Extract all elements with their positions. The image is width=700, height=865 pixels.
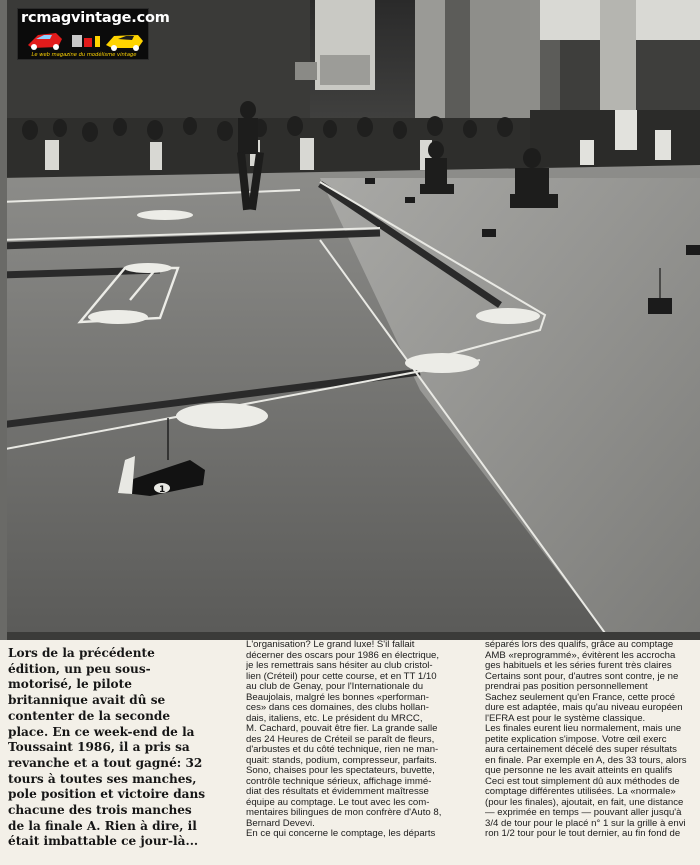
- body-line: Bernard Devevi.: [246, 818, 315, 829]
- body-line: En ce qui concerne le comptage, les départs: [246, 829, 436, 839]
- body-line: ron 1/2 tour pour le tout dernier, au fin fond de: [485, 829, 681, 839]
- body-line: séparés lors des qualifs, grâce au comptage: [485, 640, 674, 650]
- body-line: — exprimée en temps — pouvant aller jusqu'à: [485, 808, 682, 818]
- body-line: d'arbustes et du côté technique, rien ne man-: [246, 745, 439, 755]
- body-line: L'organisation? Le grand luxe! S'il fallait: [246, 640, 415, 650]
- lead-line: contenter de la seconde: [8, 708, 171, 723]
- body-line: Sono, chaises pour les spectateurs, buvette,: [246, 766, 435, 776]
- body-line: en finale. Par exemple en A, des 33 tours, alors: [485, 755, 687, 766]
- body-line: 3/4 de tour pour le placé n° 1 sur la grille à envi: [485, 818, 686, 829]
- body-line: que personne ne les avait atteints en qualifs: [485, 766, 673, 776]
- article-column-3: [485, 640, 700, 840]
- body-line: équipe au comptage. Le tout avec les com-: [246, 797, 430, 808]
- body-line: ges habituels et les séries furent très claires: [485, 661, 672, 671]
- body-line: des 24 Heures de Créteil se paraît de fleurs,: [246, 734, 435, 745]
- body-line: dure est adaptée, mais qu'au niveau européen: [485, 703, 683, 713]
- body-line: comptage différentes utilisées. La «normale»: [485, 787, 676, 797]
- body-line: prendrai pas position personnellement: [485, 682, 648, 692]
- body-line: lien (Créteil) pour cette course, et en TT 1/10: [246, 671, 437, 682]
- lead-line: place. En ce week-end de la: [8, 724, 195, 739]
- lead-line: revanche et a tout gagné: 32: [8, 755, 203, 770]
- body-line: quait: stands, podium, compresseur, parfaits.: [246, 755, 437, 766]
- lead-line: Lors de la précédente: [8, 646, 155, 660]
- body-line: décerner des oscars pour 1986 en électrique,: [246, 650, 440, 661]
- lead-line: chacune des trois manches: [8, 803, 192, 818]
- body-line: dais, italiens, etc. Le président du MRCC,: [246, 713, 423, 724]
- body-line: Sachez seulement qu'en France, cette procé: [485, 692, 676, 703]
- lead-line: édition, un peu sous-: [8, 661, 151, 676]
- body-line: au club de Genay, pour l'Internationale du: [246, 682, 424, 692]
- body-line: Beaujolais, malgré les bonnes «performan-: [246, 692, 429, 703]
- lead-line: pole position et victoire dans: [8, 787, 206, 802]
- lead-line: britannique avait dû se: [8, 693, 166, 708]
- body-line: diat des résultats et évidemment maîtresse: [246, 787, 429, 797]
- site-watermark: [17, 8, 170, 60]
- article-lead: [8, 646, 236, 850]
- rc-car-logo-icon: [22, 29, 146, 51]
- article-text: [0, 640, 700, 865]
- lead-line: de la finale A. Rien à dire, il: [8, 818, 197, 833]
- lead-line: motorisé, le pilote: [8, 677, 132, 692]
- body-line: mentaires bilingues de mon confrère d'Auto 8,: [246, 808, 442, 818]
- body-line: Les finales eurent lieu normalement, mais une: [485, 724, 682, 734]
- body-line: (pour les finales), ajoutait, en fait, une distance: [485, 797, 684, 808]
- body-line: ces» dans ces domaines, des clubs hollan-: [246, 703, 429, 713]
- site-tagline: Le web magazine du modélisme vintage: [31, 52, 137, 58]
- body-line: je les remettrais sans hésiter au club cristol-: [246, 661, 433, 671]
- body-line: l'EFRA est pour le système classique.: [485, 713, 646, 724]
- body-line: petite explication s'impose. Votre œil exerc: [485, 734, 667, 745]
- lead-line: tours à toutes ses manches,: [8, 771, 197, 786]
- body-line: M. Cachard, pouvait être fier. La grande salle: [246, 724, 438, 734]
- car-number: 1: [159, 485, 166, 495]
- lead-line: était imbattable ce jour-là...: [8, 834, 199, 849]
- article-column-2: [246, 640, 478, 840]
- body-line: Certains sont pour, d'autres sont contre, je ne: [485, 671, 679, 682]
- body-line: Ceci est tout simplement dû aux méthodes de: [485, 776, 680, 787]
- body-line: contrôle technique sérieux, affichage immé-: [246, 776, 432, 787]
- lead-line: Toussaint 1986, il a pris sa: [8, 740, 190, 755]
- body-line: aura certainement décelé des super résultats: [485, 745, 677, 755]
- site-name: rcmagvintage.com: [21, 10, 170, 26]
- body-line: AMB «reprogrammé», évitèrent les accrocha: [485, 650, 676, 661]
